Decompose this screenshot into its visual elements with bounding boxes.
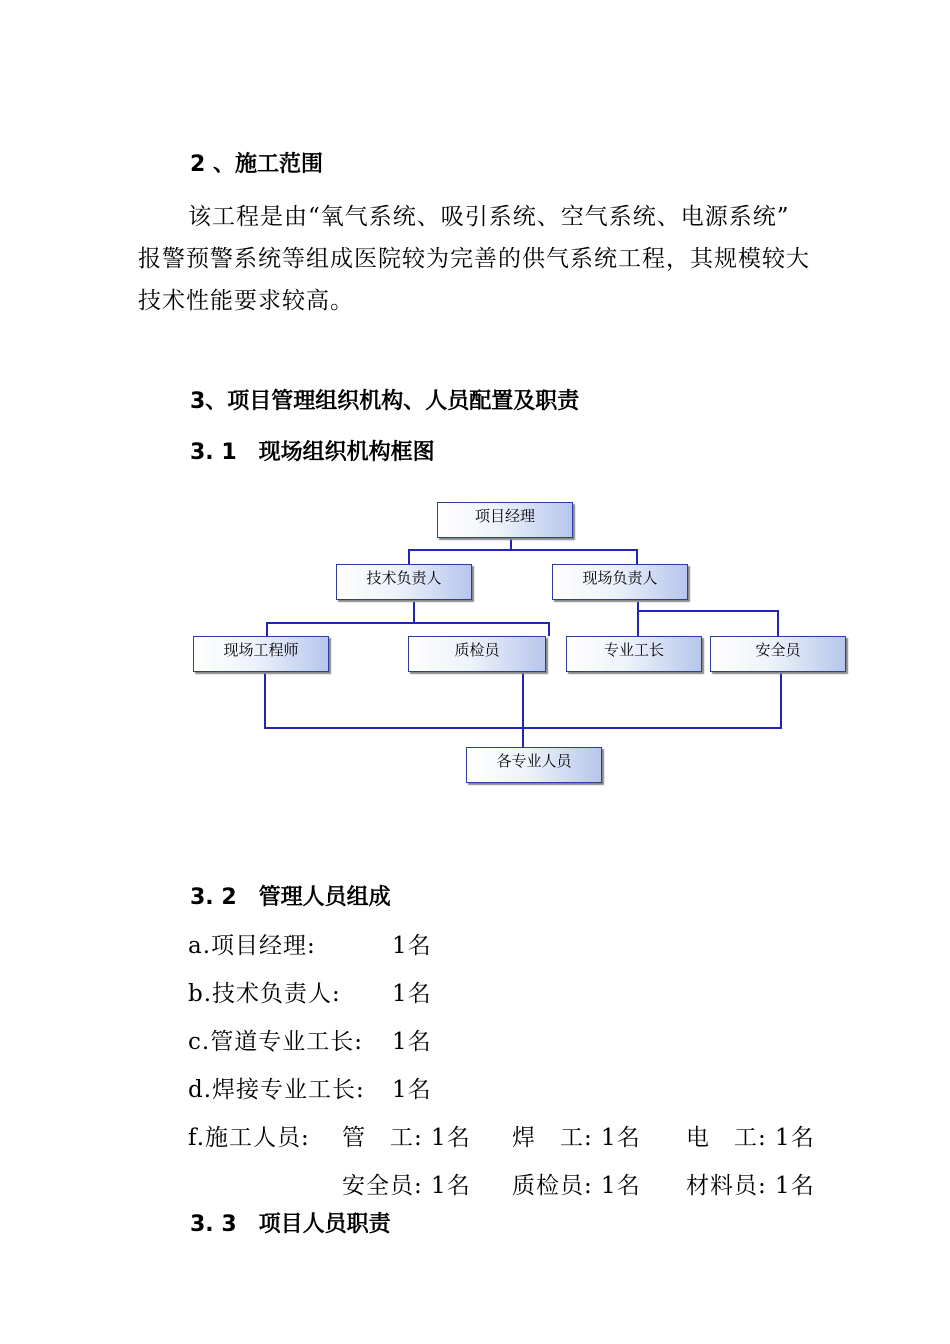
staff-label-d: d.焊接专业工长: (188, 1077, 365, 1103)
connector-line (266, 622, 268, 636)
connector-line (548, 622, 550, 636)
connector-line (522, 727, 524, 747)
connector-line (264, 672, 266, 728)
connector-line (637, 610, 779, 612)
staff-item: 材料员: 1名 (686, 1173, 815, 1199)
paragraph-line-2: 报警预警系统等组成医院较为完善的供气系统工程，其规模较大 (138, 246, 810, 272)
connector-line (413, 602, 415, 622)
connector-line (522, 672, 524, 728)
connector-line (408, 549, 638, 551)
staff-item: 电 工: 1名 (686, 1125, 815, 1151)
staff-item: 焊 工: 1名 (512, 1125, 641, 1151)
paragraph-line-1: 该工程是由“氧气系统、吸引系统、空气系统、电源系统” (188, 204, 790, 230)
section-3-heading: 3、项目管理组织机构、人员配置及职责 (190, 389, 580, 414)
staff-label-a: a.项目经理: (188, 933, 316, 959)
org-box-tech-lead: 技术负责人 (336, 564, 472, 600)
staff-label-b: b.技术负责人: (188, 981, 341, 1007)
section-3-1-heading: 3. 1 现场组织机构框图 (190, 440, 435, 465)
org-box-site-engineer: 现场工程师 (193, 636, 329, 672)
connector-line (266, 622, 550, 624)
org-box-safety-officer: 安全员 (710, 636, 846, 672)
org-chart (190, 498, 860, 798)
staff-item: 安全员: 1名 (342, 1173, 471, 1199)
staff-label-c: c.管道专业工长: (188, 1029, 363, 1055)
connector-line (637, 622, 639, 636)
staff-count-b: 1名 (392, 981, 432, 1007)
staff-count-a: 1名 (392, 933, 432, 959)
staff-item: 管 工: 1名 (342, 1125, 471, 1151)
connector-line (510, 536, 512, 550)
org-box-project-manager: 项目经理 (437, 502, 573, 538)
org-box-site-lead: 现场负责人 (552, 564, 688, 600)
org-box-foreman: 专业工长 (566, 636, 702, 672)
staff-count-d: 1名 (392, 1077, 432, 1103)
section-2-heading: 2 、施工范围 (190, 152, 323, 177)
staff-label-f: f.施工人员: (188, 1125, 310, 1151)
staff-item: 质检员: 1名 (512, 1173, 641, 1199)
connector-line (780, 672, 782, 728)
connector-line (408, 549, 410, 564)
section-3-2-heading: 3. 2 管理人员组成 (190, 885, 391, 910)
paragraph-line-3: 技术性能要求较高。 (138, 288, 354, 314)
org-box-quality-inspector: 质检员 (408, 636, 546, 672)
connector-line (777, 610, 779, 636)
section-3-3-heading: 3. 3 项目人员职责 (190, 1212, 391, 1237)
connector-line (636, 549, 638, 564)
org-box-staff: 各专业人员 (466, 747, 602, 783)
staff-count-c: 1名 (392, 1029, 432, 1055)
